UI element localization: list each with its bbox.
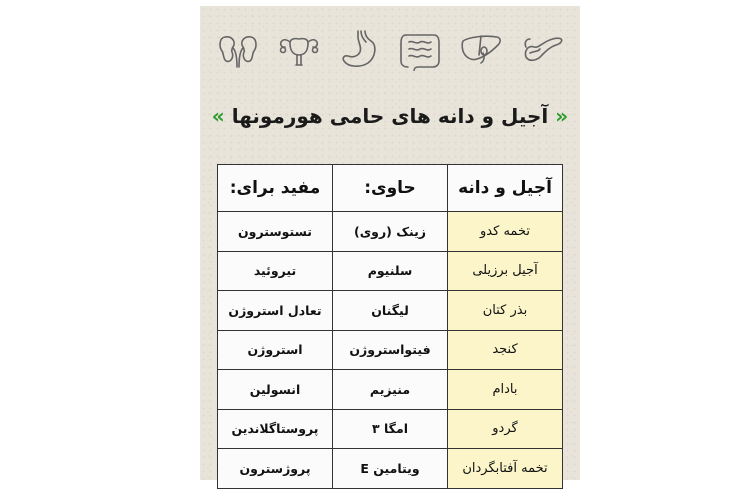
- kidneys-icon: [216, 27, 260, 71]
- table-row: [218, 409, 563, 449]
- nut-cell: کنجد: [448, 330, 563, 370]
- uterus-icon: [277, 27, 321, 71]
- header-contains: حاوی:: [333, 165, 448, 212]
- nut-cell: بذر کتان: [448, 291, 563, 331]
- title-text: آجیل و دانه های حامی هورمونها: [231, 104, 549, 128]
- contains-cell: لیگنان: [333, 291, 448, 331]
- benefit-cell: پروستاگلاندین: [218, 409, 333, 449]
- contains-cell: امگا ۳: [333, 409, 448, 449]
- table-row: [218, 251, 563, 291]
- header-nut: آجیل و دانه: [448, 165, 563, 212]
- benefit-cell: تیروئید: [218, 251, 333, 291]
- benefit-cell: تستوسترون: [218, 212, 333, 252]
- stomach-icon: [338, 27, 382, 71]
- contains-cell: زینک (روی): [333, 212, 448, 252]
- benefit-cell: استروژن: [218, 330, 333, 370]
- header-benefit: مفید برای:: [218, 165, 333, 212]
- benefit-cell: انسولین: [218, 370, 333, 410]
- contains-cell: ویتامین E: [333, 449, 448, 489]
- pancreas-icon: [520, 27, 564, 71]
- table-row: [218, 330, 563, 370]
- liver-icon: [459, 27, 503, 71]
- nut-cell: تخمه کدو: [448, 212, 563, 252]
- nut-cell: گردو: [448, 409, 563, 449]
- intestine-icon: [398, 27, 442, 71]
- title-open-guillemet: «: [555, 104, 569, 128]
- page-title: [200, 104, 580, 128]
- table-row: [218, 291, 563, 331]
- table-row: [218, 212, 563, 252]
- nut-cell: تخمه آفتابگردان: [448, 449, 563, 489]
- nut-cell: بادام: [448, 370, 563, 410]
- contains-cell: سلنیوم: [333, 251, 448, 291]
- table-row: [218, 449, 563, 489]
- benefit-cell: تعادل استروژن: [218, 291, 333, 331]
- nut-cell: آجیل برزیلی: [448, 251, 563, 291]
- benefit-cell: پروژسترون: [218, 449, 333, 489]
- title-close-guillemet: »: [211, 104, 225, 128]
- organ-icons-row: [200, 24, 580, 74]
- nuts-hormones-table: [217, 164, 563, 489]
- table-row: [218, 370, 563, 410]
- infographic-card: [200, 6, 580, 480]
- table-header-row: [218, 165, 563, 212]
- contains-cell: منیزیم: [333, 370, 448, 410]
- contains-cell: فیتواستروژن: [333, 330, 448, 370]
